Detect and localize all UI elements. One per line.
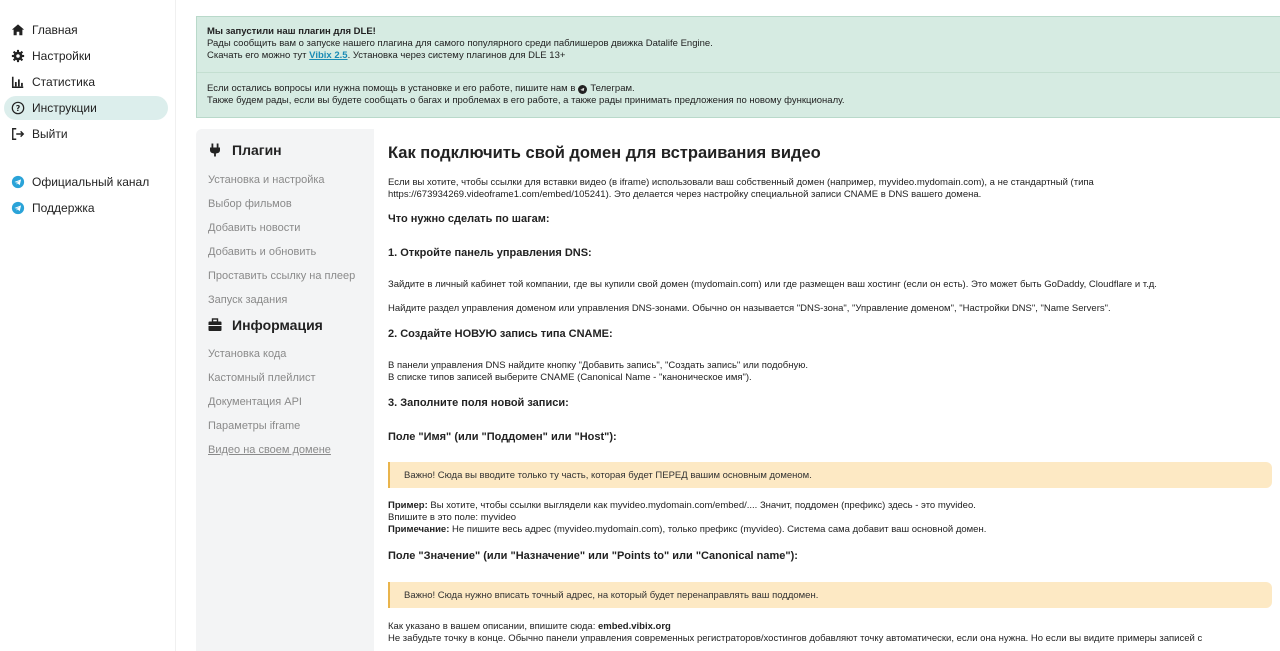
menu-link-install-code[interactable]: Установка кода [208,348,287,360]
briefcase-icon [208,318,222,332]
telegram-icon [10,174,26,190]
value-text: Как указано в вашем описании, впишите сюда: [388,621,598,632]
note-text: Не пишите весь адрес (myvideo.mydomain.com), только префикс (myvideo). Система сама добавит ваш основной домен. [449,524,987,535]
article-intro: Если вы хотите, чтобы ссылки для вставки видео (в iframe) использовали ваш собственный домен (например, myvideo.mydomain.com), а не стандартный (типа [388,177,1094,188]
nav-item-label: Настройки [32,49,91,63]
question-icon [10,100,26,116]
plug-icon [208,143,222,157]
step1-paragraph: Зайдите в личный кабинет той компании, где вы купили свой домен (mydomain.com) или где размещен ваш хостинг (если он есть). Это может быть GoDaddy, Cloudflare и т.д. [388,279,1157,290]
enter-value-line: Впишите в это поле: myvideo [388,512,517,523]
steps-heading: Что нужно сделать по шагам: [388,213,550,225]
instructions-menu [196,129,374,651]
home-icon [10,22,26,38]
banner-text: Также будем рады, если вы будете сообщать о багах и проблемах в его работе, а также рады принимать предложения по новому функционалу. [207,95,845,106]
gear-icon [10,48,26,64]
menu-link-own-domain[interactable]: Видео на своем домене [208,444,331,456]
step2-heading: 2. Создайте НОВУЮ запись типа CNAME: [388,328,613,340]
chart-icon [10,74,26,90]
step2-paragraph: В списке типов записей выберите CNAME (Canonical Name - "каноническое имя"). [388,372,752,383]
value-domain: embed.vibix.org [597,621,671,632]
menu-link-api-docs[interactable]: Документация API [208,396,302,408]
banner-help-line [207,83,635,95]
nav-item-home[interactable] [4,18,168,42]
warning-callout: Важно! Сюда нужно вписать точный адрес, на который будет перенаправлять ваш поддомен. [388,582,1272,608]
nav-item-stats[interactable] [4,70,168,94]
logout-icon [10,126,26,142]
banner-divider [197,72,1280,73]
telegram-icon [578,85,587,94]
article-intro: https://673934269.videoframe1.com/embed/105241). Это делается через настройку специальной записи CNAME в DNS вашего домена. [388,189,982,200]
banner-download-line [207,50,565,62]
menu-link-choose-films[interactable]: Выбор фильмов [208,198,292,210]
note-line [388,524,986,536]
plugin-download-link[interactable]: Vibix 2.5 [309,50,348,61]
nav-item-label: Выйти [32,127,68,141]
example-label: Пример: [388,500,428,511]
step2-paragraph: В панели управления DNS найдите кнопку "Добавить запись", "Создать запись" или подобную. [388,360,808,371]
telegram-link[interactable]: Телеграм. [590,83,635,94]
menu-link-player-link[interactable]: Проставить ссылку на плеер [208,270,356,282]
nav-link-support[interactable] [4,196,168,220]
nav-link-official-channel[interactable] [4,170,168,194]
warning-callout: Важно! Сюда вы вводите только ту часть, которая будет ПЕРЕД вашим основным доменом. [388,462,1272,488]
note-label: Примечание: [388,524,450,535]
menu-link-add-update[interactable]: Добавить и обновить [208,246,317,258]
section-title: Плагин [232,142,282,158]
nav-item-logout[interactable] [4,122,168,146]
nav-item-label: Главная [32,23,78,37]
step1-paragraph: Найдите раздел управления доменом или управления DNS-зонами. Обычно он называется "DNS-зона", "Управление доменом", "Настройки DNS", "Name Servers". [388,303,1111,314]
step3-heading: 3. Заполните поля новой записи: [388,397,569,409]
nav-item-instructions[interactable] [4,96,168,120]
nav-item-settings[interactable] [4,44,168,68]
info-section-heading [208,317,323,333]
menu-link-add-news[interactable]: Добавить новости [208,222,301,234]
menu-link-custom-playlist[interactable]: Кастомный плейлист [208,372,316,384]
value-note: Не забудьте точку в конце. Обычно панели управления современных регистраторов/хостингов добавляют точку автоматически, если она нужна. Но если вы видите примеры записей с [388,633,1203,644]
step1-heading: 1. Откройте панель управления DNS: [388,247,592,259]
banner-text: Если остались вопросы или нужна помощь в установке и его работе, пишите нам в [207,83,576,94]
announcement-banner [196,16,1280,118]
nav-item-label: Поддержка [32,201,95,215]
banner-text: Рады сообщить вам о запуске нашего плагина для самого популярного среди паблишеров движка Datalife Engine. [207,38,713,49]
nav-item-label: Инструкции [32,101,97,115]
plugin-section-heading [208,142,282,158]
menu-link-run-task[interactable]: Запуск задания [208,294,288,306]
banner-text: Скачать его можно тут [207,50,310,61]
value-line [388,621,671,633]
banner-title: Мы запустили наш плагин для DLE! [207,26,376,37]
menu-link-iframe-params[interactable]: Параметры iframe [208,420,301,432]
field-value-heading: Поле "Значение" (или "Назначение" или "Points to" или "Canonical name"): [388,550,798,562]
article-title: Как подключить свой домен для встраивания видео [388,144,821,162]
menu-link-install-setup[interactable]: Установка и настройка [208,174,325,186]
field-name-heading: Поле "Имя" (или "Поддомен" или "Host"): [388,431,617,443]
telegram-icon [10,200,26,216]
nav-item-label: Статистика [32,75,96,89]
section-title: Информация [232,317,323,333]
banner-text: . Установка через систему плагинов для DLE 13+ [347,50,566,61]
example-text: Вы хотите, чтобы ссылки выглядели как myvideo.mydomain.com/embed/.... Значит, поддомен (префикс) здесь - это myvideo. [427,500,976,511]
svg-text:?: ? [15,104,21,114]
main-sidebar [0,0,176,651]
example-line [388,500,976,512]
nav-item-label: Официальный канал [32,175,150,189]
